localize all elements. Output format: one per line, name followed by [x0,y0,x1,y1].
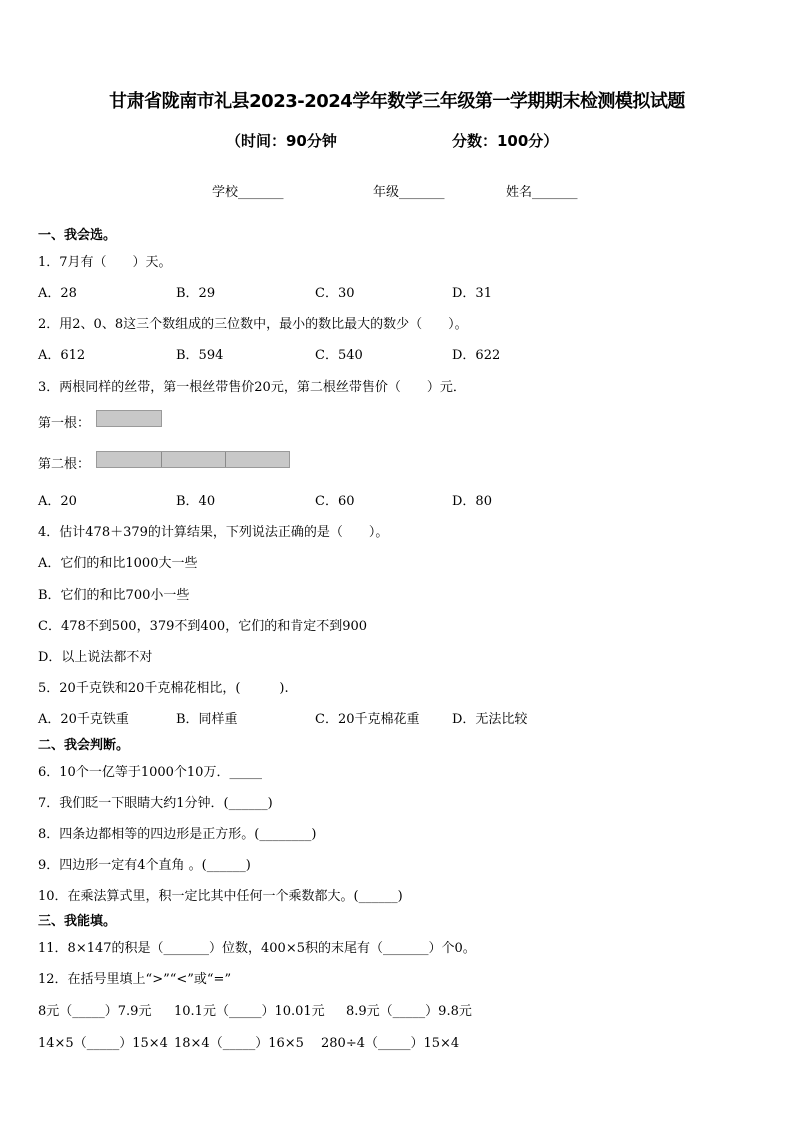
q12-comparison: 10.1元（_____）10.01元 [174,1004,325,1019]
ribbon-1-bar [96,410,162,427]
question-7: 7．我们眨一下眼睛大约1分钟．(______) [38,796,273,811]
name-field: 姓名_______ [506,185,578,200]
q4-option-c: C．478不到500，379不到400，它们的和肯定不到900 [38,619,368,634]
question-6: 6．10个一亿等于1000个10万．_____ [38,765,262,780]
q2-option-d: D．622 [452,348,501,363]
section-heading-fill: 三、我能填。 [38,914,117,929]
question-3: 3．两根同样的丝带，第一根丝带售价20元，第二根丝带售价（ ）元． [38,380,466,395]
q1-option-a: A．28 [38,286,77,301]
q12-comparison: 8.9元（_____）9.8元 [346,1004,472,1019]
exam-score: 分数：100分） [452,132,559,150]
q1-option-b: B．29 [176,286,216,301]
section-heading-choice: 一、我会选。 [38,228,117,243]
section-heading-judge: 二、我会判断。 [38,738,130,753]
question-4: 4．估计478＋379的计算结果，下列说法正确的是（ ）。 [38,525,389,540]
question-9: 9．四边形一定有4个直角 。(______) [38,858,251,873]
q2-option-a: A．612 [38,348,86,363]
q5-option-a: A．20千克铁重 [38,712,129,727]
q12-comparison: 18×4（_____）16×5 [174,1036,304,1051]
question-8: 8．四条边都相等的四边形是正方形。(________) [38,827,317,842]
q4-option-d: D．以上说法都不对 [38,650,153,665]
q1-option-d: D．31 [452,286,492,301]
question-11: 11．8×147的积是（_______）位数，400×5积的末尾有（_______）个0。 [38,941,476,956]
q5-option-b: B．同样重 [176,712,238,727]
q12-comparison: 14×5（_____）15×4 [38,1036,168,1051]
q3-option-b: B．40 [176,494,216,509]
q4-option-a: A．它们的和比1000大一些 [38,556,198,571]
exam-time: （时间：90分钟 [226,132,337,150]
q1-option-c: C．30 [315,286,355,301]
q4-option-b: B．它们的和比700小一些 [38,588,190,603]
q12-comparison: 8元（_____）7.9元 [38,1004,152,1019]
q5-option-c: C．20千克棉花重 [315,712,420,727]
ribbon-1-label: 第一根： [38,416,91,431]
q3-option-a: A．20 [38,494,77,509]
page-title: 甘肃省陇南市礼县2023-2024学年数学三年级第一学期期末检测模拟试题 [109,91,685,112]
q3-option-c: C．60 [315,494,355,509]
question-10: 10．在乘法算式里，积一定比其中任何一个乘数都大。(______) [38,889,403,904]
question-12: 12．在括号里填上“>”“<”或“=” [38,972,232,987]
question-5: 5．20千克铁和20千克棉花相比，( ). [38,681,289,696]
ribbon-2-divider [161,452,162,467]
ribbon-2-bar [96,451,290,468]
q12-comparison: 280÷4（_____）15×4 [321,1036,460,1051]
grade-field: 年级_______ [373,185,445,200]
ribbon-2-label: 第二根： [38,457,91,472]
school-field: 学校_______ [212,185,284,200]
question-1: 1．7月有（ ）天。 [38,255,172,270]
q5-option-d: D．无法比较 [452,712,528,727]
question-2: 2．用2、0、8这三个数组成的三位数中，最小的数比最大的数少（ ）。 [38,317,468,332]
q2-option-c: C．540 [315,348,363,363]
q2-option-b: B．594 [176,348,224,363]
q3-option-d: D．80 [452,494,492,509]
ribbon-2-divider [225,452,226,467]
